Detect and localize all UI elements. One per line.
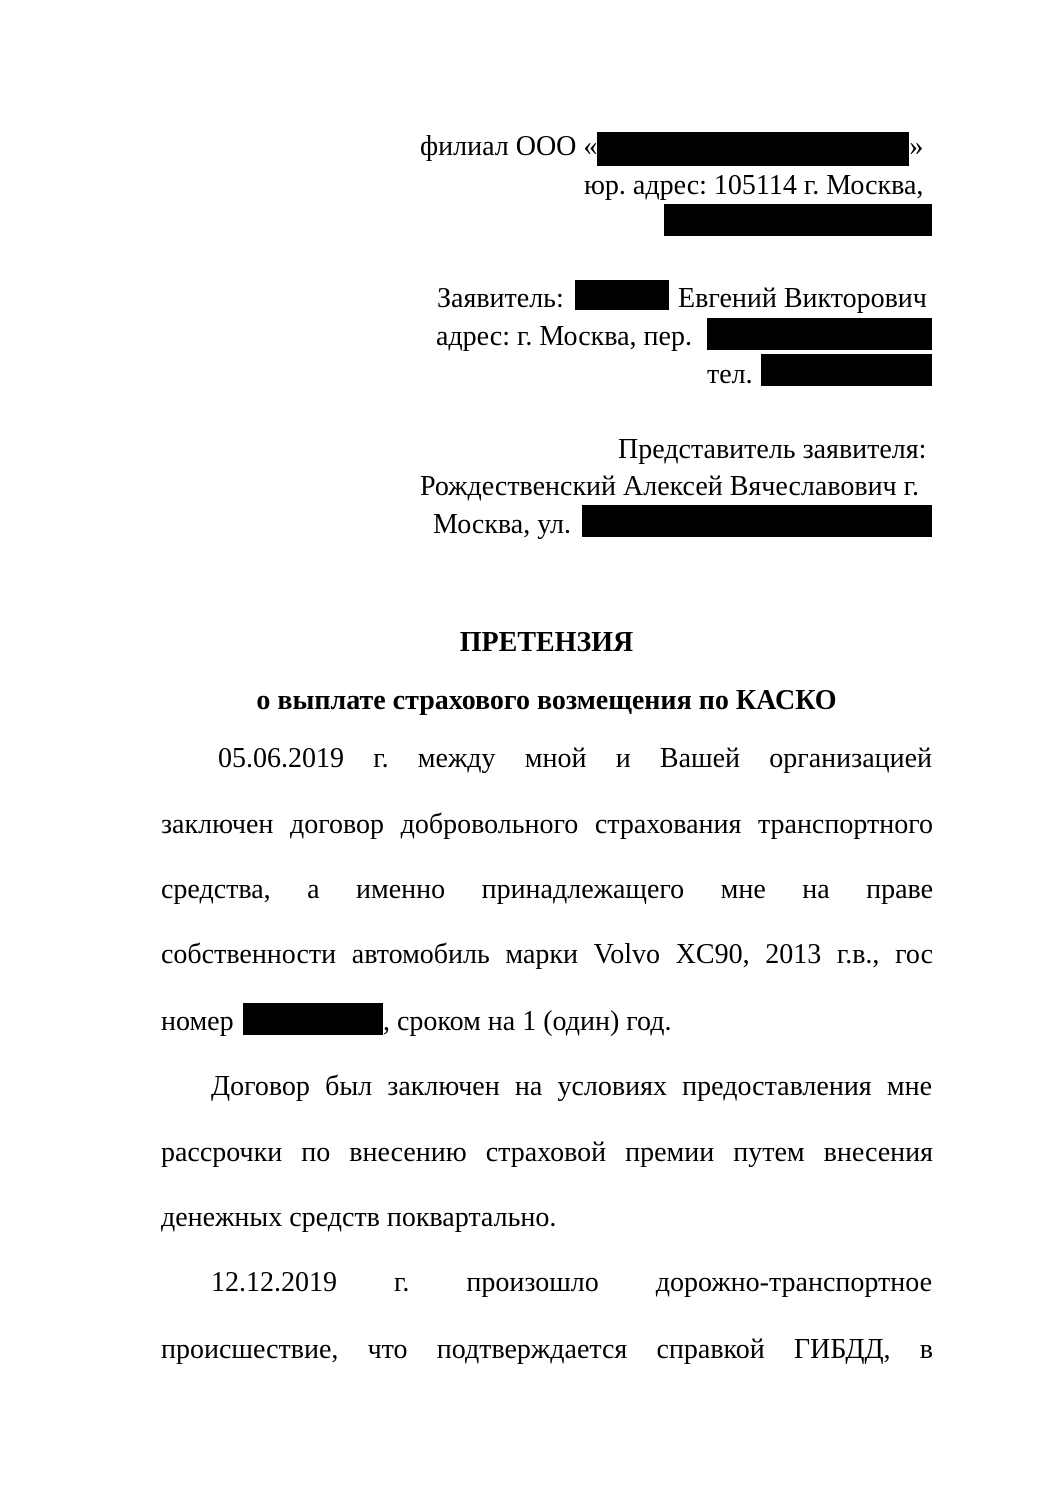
applicant-label: Заявитель: xyxy=(437,283,564,314)
rep-address: Москва, ул. xyxy=(433,509,571,540)
redacted-plate-number xyxy=(243,1003,383,1035)
paragraph-2-line-1: Договор был заключен на условиях предоставления мне xyxy=(211,1071,932,1102)
paragraph-1-line-5 xyxy=(161,1005,234,1039)
redacted-applicant-address xyxy=(707,318,932,350)
applicant-address: адрес: г. Москва, пер. xyxy=(436,321,692,352)
branch-suffix: » xyxy=(909,131,924,162)
redacted-phone xyxy=(761,354,932,386)
redacted-applicant-surname xyxy=(575,280,669,310)
paragraph-2-line-2: рассрочки по внесению страховой премии путем внесения xyxy=(161,1137,933,1168)
paragraph-2-line-3: денежных средств поквартально. xyxy=(161,1202,557,1233)
paragraph-1-line-2: заключен договор добровольного страхования транспортного xyxy=(161,809,933,840)
applicant-name: Евгений Викторович xyxy=(678,283,927,314)
paragraph-1-line-1: 05.06.2019 г. между мной и Вашей организацией xyxy=(218,743,932,774)
legal-address: юр. адрес: 105114 г. Москва, xyxy=(584,170,924,201)
paragraph-3-line-1: 12.12.2019 г. произошло дорожно-транспортное xyxy=(211,1267,932,1298)
paragraph-3-line-2: происшествие, что подтверждается справкой ГИБДД, в xyxy=(161,1334,933,1365)
branch-line xyxy=(420,130,923,166)
rep-label: Представитель заявителя: xyxy=(618,434,927,465)
paragraph-1-line-4: собственности автомобиль марки Volvo XC90, 2013 г.в., гос xyxy=(161,939,933,970)
document-title: ПРЕТЕНЗИЯ xyxy=(459,627,634,658)
applicant-line xyxy=(437,282,564,316)
document-subtitle: о выплате страхового возмещения по КАСКО xyxy=(256,685,837,716)
branch-prefix: филиал ООО « xyxy=(420,131,598,162)
redacted-legal-address xyxy=(664,204,932,236)
paragraph-1-line-3: средства, а именно принадлежащего мне на праве xyxy=(161,874,933,905)
plate-label: номер xyxy=(161,1006,234,1037)
term-text: , сроком на 1 (один) год. xyxy=(383,1006,672,1037)
rep-name: Рождественский Алексей Вячеславович г. xyxy=(420,471,919,502)
redacted-company-name xyxy=(597,132,909,166)
phone-label: тел. xyxy=(707,359,753,390)
redacted-rep-address xyxy=(582,505,932,537)
